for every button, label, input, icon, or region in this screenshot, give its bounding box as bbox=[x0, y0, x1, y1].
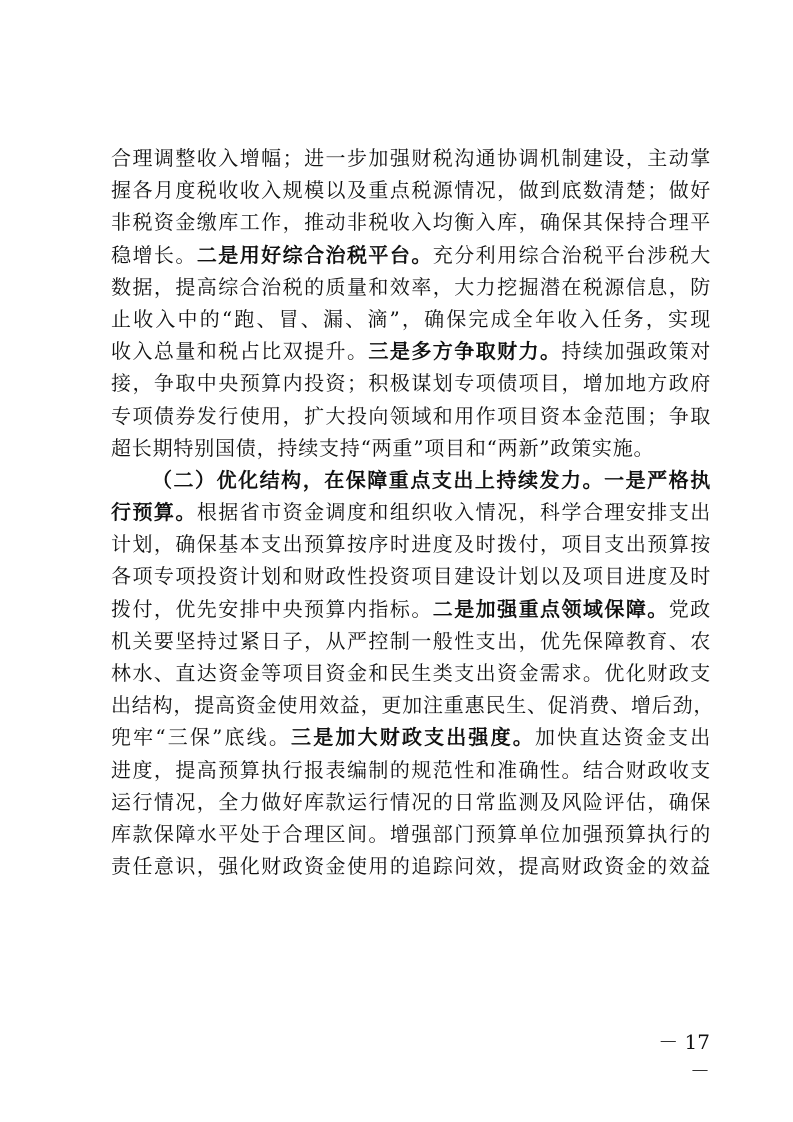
bold-heading-text: 三是多方争取财力。 bbox=[368, 339, 562, 364]
body-text: 接，争取中央预算内投资；积极谋划专项债项目，增加地方政府 bbox=[111, 371, 711, 396]
bold-heading-text: （二）优化结构，在保障重点支出上持续发力。 bbox=[152, 467, 605, 492]
body-text: 责任意识，强化财政资金使用的追踪问效，提高财政资金的效益 bbox=[111, 854, 711, 879]
body-text: 拨付，优先安排中央预算内指标。 bbox=[111, 596, 433, 621]
paragraph-structure-optimization bbox=[111, 464, 715, 882]
text-line bbox=[111, 400, 711, 432]
text-line bbox=[111, 850, 711, 882]
text-line bbox=[111, 271, 711, 303]
bold-heading-text: 二是加强重点领域保障。 bbox=[432, 596, 669, 621]
bold-heading-text: 二是用好综合治税平台。 bbox=[196, 242, 433, 267]
body-text: 稳增长。 bbox=[111, 242, 197, 267]
body-text: 加快直达资金支出 bbox=[534, 725, 711, 750]
text-line bbox=[111, 174, 711, 206]
text-line bbox=[111, 464, 711, 496]
page-number: － 17 － bbox=[658, 1030, 710, 1083]
body-text: 根据省市资金调度和组织收入情况，科学合理安排支出 bbox=[196, 500, 711, 525]
text-line bbox=[111, 754, 711, 786]
body-text: 收入总量和税占比双提升。 bbox=[111, 339, 369, 364]
body-text: 数据，提高综合治税的质量和效率，大力挖掘潜在税源信息，防 bbox=[111, 274, 711, 299]
body-text: 合理调整收入增幅；进一步加强财税沟通协调机制建设，主动掌 bbox=[111, 146, 711, 170]
text-line bbox=[111, 142, 711, 174]
body-text: 各项专项投资计划和财政性投资项目建设计划以及项目进度及时 bbox=[111, 564, 711, 589]
body-text: 专项债券发行使用，扩大投向领域和用作项目资本金范围；争取 bbox=[111, 403, 711, 428]
text-line bbox=[111, 657, 711, 689]
bold-heading-text: 一是严格执 bbox=[604, 467, 711, 492]
text-line bbox=[111, 689, 715, 721]
text-line bbox=[111, 786, 711, 818]
body-text: 运行情况，全力做好库款运行情况的日常监测及风险评估，确保 bbox=[111, 789, 711, 814]
text-line bbox=[111, 528, 711, 560]
body-text: 进度，提高预算执行报表编制的规范性和准确性。结合财政收支 bbox=[111, 757, 711, 782]
body-text: 库款保障水平处于合理区间。增强部门预算单位加强预算执行的 bbox=[111, 821, 711, 846]
body-text: 握各月度税收收入规模以及重点税源情况，做到底数清楚；做好 bbox=[111, 178, 711, 203]
document-body bbox=[111, 142, 715, 882]
body-text: 充分利用综合治税平台涉税大 bbox=[432, 242, 711, 267]
body-text: 持续加强政策对 bbox=[561, 339, 711, 364]
body-text: 止收入中的“跑、冒、漏、滴”，确保完成全年收入任务，实现 bbox=[111, 306, 711, 331]
bold-heading-text: 行预算。 bbox=[111, 500, 197, 525]
text-line bbox=[111, 432, 711, 464]
body-text: 党政 bbox=[668, 596, 711, 621]
body-text: 计划，确保基本支出预算按序时进度及时拨付，项目支出预算按 bbox=[111, 532, 711, 557]
body-text: 林水、直达资金等项目资金和民生类支出资金需求。优化财政支 bbox=[111, 661, 711, 685]
body-text: 兜牢“三保”底线。 bbox=[111, 725, 292, 750]
body-text: 出结构，提高资金使用效益，更加注重惠民生、促消费、增后劲， bbox=[111, 693, 715, 718]
text-line bbox=[111, 625, 711, 657]
text-line bbox=[111, 367, 711, 399]
body-text: 非税资金缴库工作，推动非税收入均衡入库，确保其保持合理平 bbox=[111, 210, 711, 235]
text-line bbox=[111, 560, 711, 592]
text-line bbox=[111, 303, 711, 335]
text-line bbox=[111, 721, 711, 753]
body-text: 超长期特别国债，持续支持“两重”项目和“两新”政策实施。 bbox=[111, 435, 655, 460]
text-line bbox=[111, 818, 711, 850]
text-line bbox=[111, 239, 711, 271]
text-line bbox=[111, 206, 711, 238]
text-line bbox=[111, 496, 711, 528]
paragraph-revenue bbox=[111, 142, 711, 464]
text-line bbox=[111, 593, 711, 625]
bold-heading-text: 三是加大财政支出强度。 bbox=[291, 725, 535, 750]
text-line bbox=[111, 335, 711, 367]
body-text: 机关要坚持过紧日子，从严控制一般性支出，优先保障教育、农 bbox=[111, 628, 711, 653]
